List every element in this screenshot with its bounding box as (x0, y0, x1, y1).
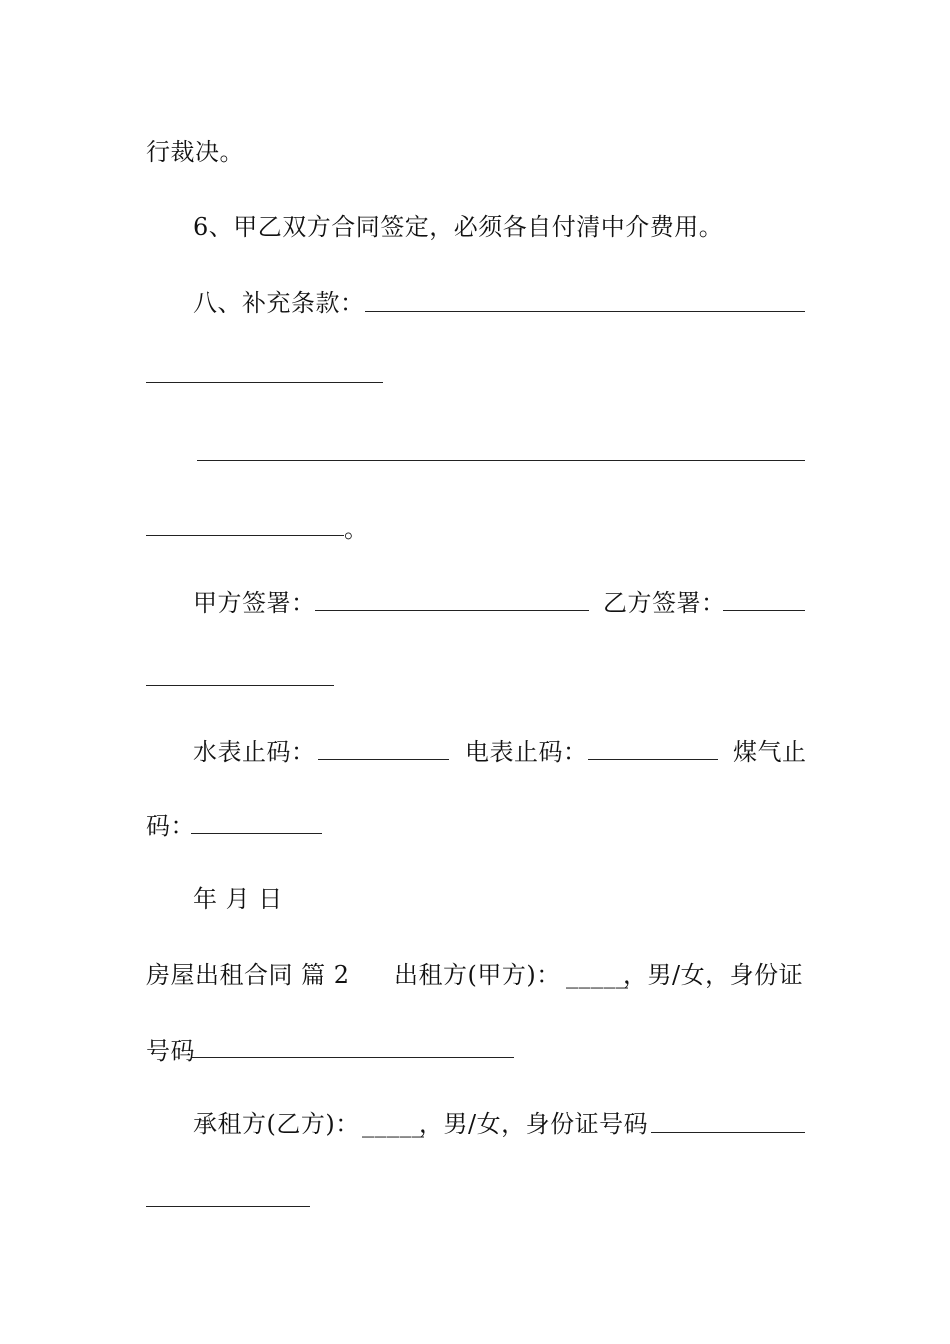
text-ruling-end: 行裁决。 (146, 138, 244, 166)
party-b-sign-label: 乙方签署： (603, 589, 726, 617)
lessor-id-blank (192, 1057, 514, 1058)
supplement-blank-3 (197, 460, 805, 461)
water-meter-label: 水表止码： (193, 738, 316, 766)
lessor-label: 出租方(甲方)： (394, 961, 561, 989)
electric-meter-label: 电表止码： (465, 738, 588, 766)
gas-meter-blank (191, 833, 322, 834)
lessee-label: 承租方(乙方)： (193, 1110, 360, 1138)
supplement-label: 八、补充条款： (193, 289, 365, 317)
supplement-blank-1 (365, 311, 805, 312)
contract-2-title: 房屋出租合同 篇 2 (146, 961, 350, 989)
water-meter-blank (318, 759, 449, 760)
supplement-blank-4 (146, 535, 344, 536)
lessee-id-blank-2 (146, 1206, 310, 1207)
lessor-id-label: 号码 (146, 1037, 195, 1065)
gas-meter-label-1: 煤气止 (733, 738, 807, 766)
date-line: 年 月 日 (193, 885, 283, 913)
electric-meter-blank (588, 759, 718, 760)
party-b-sign-blank-2 (146, 685, 334, 686)
party-a-sign-label: 甲方签署： (193, 589, 316, 617)
supplement-period: 。 (344, 515, 369, 543)
supplement-blank-2 (146, 382, 383, 383)
party-b-sign-blank-1 (723, 610, 805, 611)
lessee-id-blank-1 (651, 1132, 805, 1133)
clause-6: 6、甲乙双方合同签定，必须各自付清中介费用。 (193, 213, 724, 241)
lessee-gender-id: ，男/女，身份证号码 (419, 1110, 649, 1138)
party-a-sign-blank (315, 610, 589, 611)
lessor-gender-id: ，男/女，身份证 (623, 961, 804, 989)
gas-meter-label-2: 码： (146, 812, 195, 840)
lessor-name-blank: _____ (566, 961, 629, 989)
lessee-name-blank: _____ (362, 1110, 425, 1138)
